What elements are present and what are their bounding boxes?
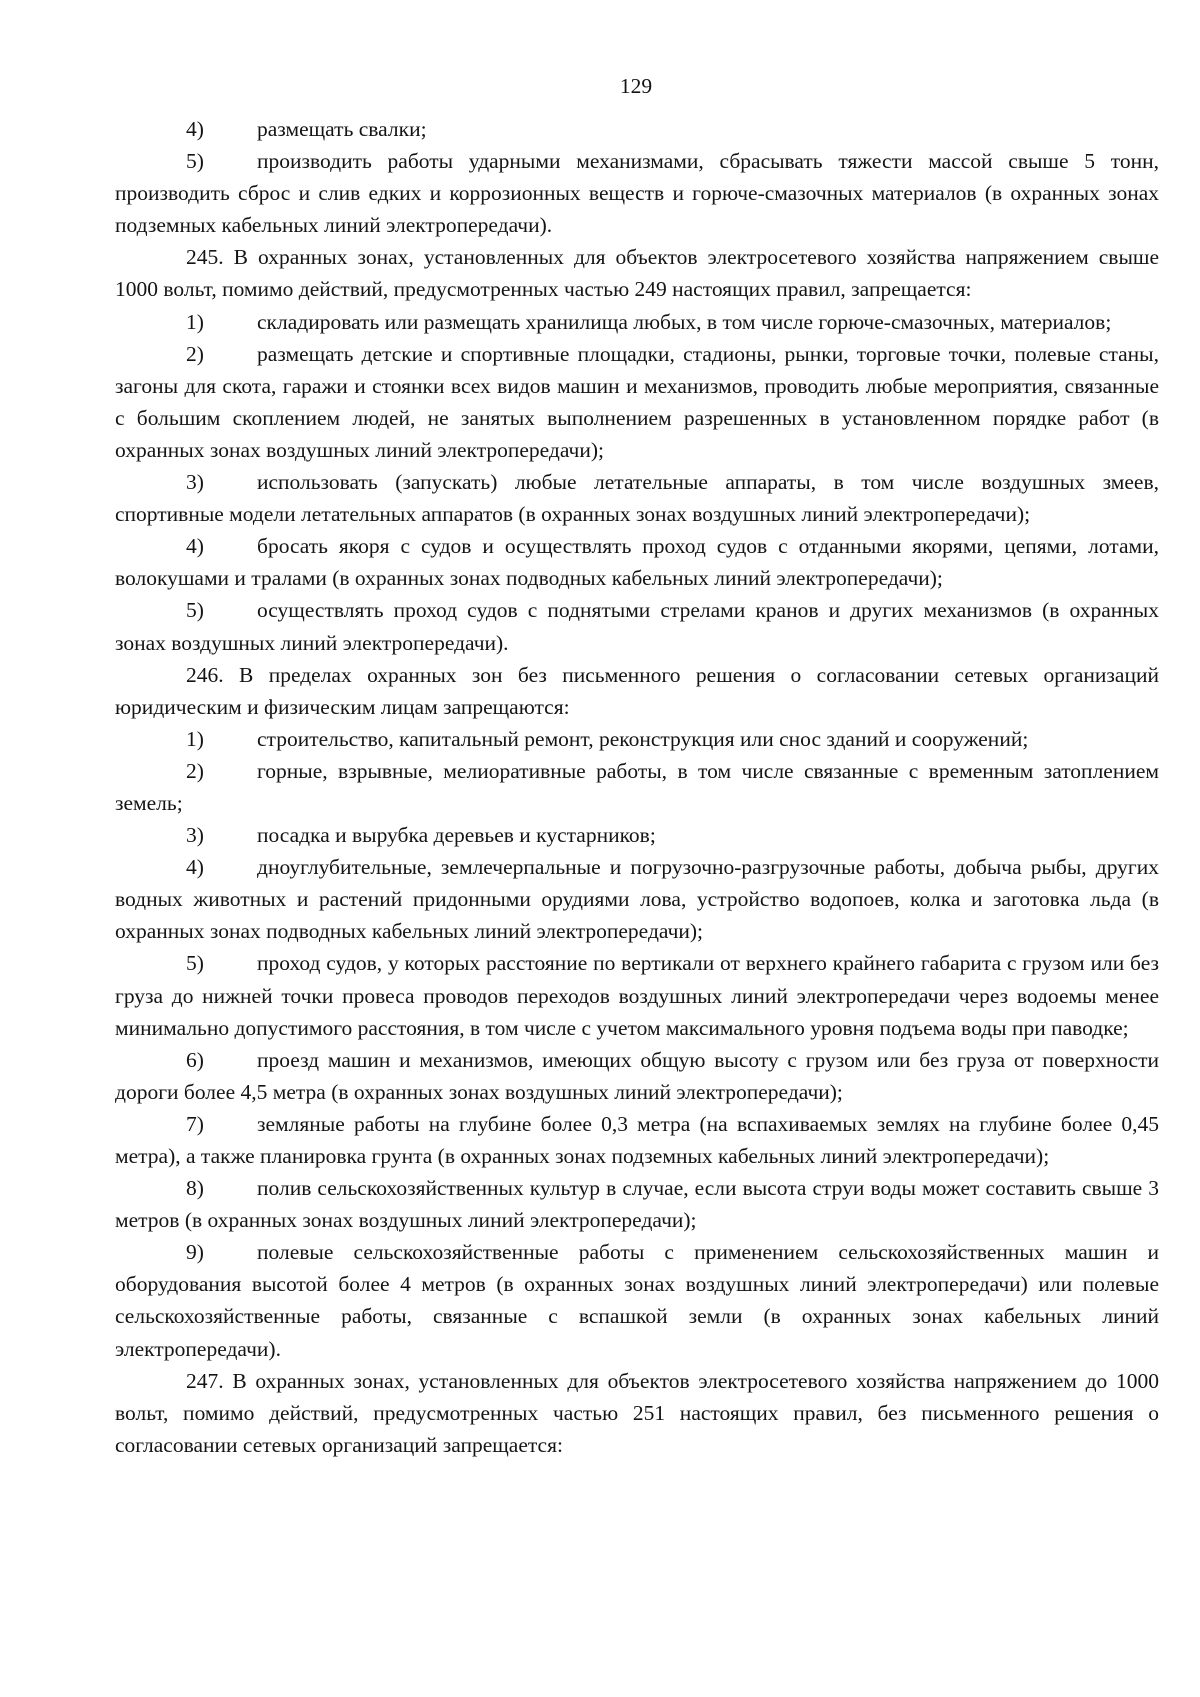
item-number: 5)	[186, 598, 204, 623]
item-number: 4)	[186, 534, 204, 559]
list-item	[115, 306, 1159, 338]
item-number: 1)	[186, 726, 204, 751]
item-text: полевые сельскохозяйственные работы с применением сельскохозяйственных машин и оборудования высотой более 4 метров (в охранных зонах воздушных линий электропередачи) или полевые сельскохозяйственные работы, связанные с вспашкой земли (в охранных зонах кабельных линий электропередачи).	[115, 1240, 1159, 1361]
list-item	[115, 594, 1159, 658]
item-number: 1)	[186, 309, 204, 334]
list-item	[115, 1044, 1159, 1108]
list-item	[115, 1172, 1159, 1236]
item-text: посадка и вырубка деревьев и кустарников;	[257, 823, 656, 848]
item-number: 4)	[186, 855, 204, 880]
document-body	[115, 113, 1159, 1461]
list-item	[115, 819, 1159, 851]
item-text: осуществлять проход судов с поднятыми стрелами кранов и других механизмов (в охранных зонах воздушных линий электропередачи).	[115, 598, 1159, 655]
item-text: земляные работы на глубине более 0,3 метра (на вспахиваемых землях на глубине более 0,45 метра), а также планировка грунта (в охранных зонах подземных кабельных линий электропередачи);	[115, 1111, 1159, 1168]
item-number: 4)	[186, 117, 204, 141]
list-item	[115, 338, 1159, 466]
section-paragraph-247	[115, 1365, 1159, 1461]
item-text: проезд машин и механизмов, имеющих общую высоту с грузом или без груза от поверхности дороги более 4,5 метра (в охранных зонах воздушных линий электропередачи);	[115, 1047, 1159, 1104]
item-number: 2)	[186, 341, 204, 366]
section-paragraph-245	[115, 241, 1159, 305]
item-text: размещать свалки;	[257, 117, 427, 141]
item-text: размещать детские и спортивные площадки, стадионы, рынки, торговые точки, полевые станы, загоны для скота, гаражи и стоянки всех видов машин и механизмов, проводить любые мероприятия, связанные с большим скоплением людей, не занятых выполнением разрешенных в установленном порядке работ (в охранных зонах воздушных линий электропередачи);	[115, 341, 1159, 462]
item-text: бросать якоря с судов и осуществлять проход судов с отданными якорями, цепями, лотами, волокушами и тралами (в охранных зонах подводных кабельных линий электропередачи);	[115, 534, 1159, 591]
item-text: дноуглубительные, землечерпальные и погрузочно-разгрузочные работы, добыча рыбы, других водных животных и растений придонными орудиями лова, устройство водопоев, колка и заготовка льда (в охранных зонах подводных кабельных линий электропередачи);	[115, 855, 1159, 944]
item-number: 9)	[186, 1240, 204, 1265]
item-text: проход судов, у которых расстояние по вертикали от верхнего крайнего габарита с грузом или без груза до нижней точки провеса проводов переходов воздушных линий электропередачи через водоемы менее минимально допустимого расстояния, в том числе с учетом максимального уровня подъема воды при паводке;	[115, 951, 1159, 1040]
page-number: 129	[619, 74, 653, 98]
paragraph-text: 246. В пределах охранных зон без письменного решения о согласовании сетевых организаций юридическим и физическим лицам запрещаются:	[115, 662, 1159, 719]
item-number: 3)	[186, 470, 204, 495]
list-item	[115, 145, 1159, 241]
list-item	[115, 113, 1159, 145]
section-paragraph-246	[115, 659, 1159, 723]
item-number: 5)	[186, 149, 204, 174]
list-item	[115, 466, 1159, 530]
item-number: 6)	[186, 1047, 204, 1072]
paragraph-text: 247. В охранных зонах, установленных для объектов электросетевого хозяйства напряжением до 1000 вольт, помимо действий, предусмотренных частью 251 настоящих правил, без письменного решения о согласовании сетевых организаций запрещается:	[115, 1368, 1159, 1457]
item-number: 2)	[186, 758, 204, 783]
list-item	[115, 1236, 1159, 1364]
item-text: горные, взрывные, мелиоративные работы, в том числе связанные с временным затоплением земель;	[115, 758, 1159, 815]
paragraph-text: 245. В охранных зонах, установленных для объектов электросетевого хозяйства напряжением свыше 1000 вольт, помимо действий, предусмотренных частью 249 настоящих правил, запрещается:	[115, 245, 1159, 302]
item-number: 3)	[186, 823, 204, 848]
item-number: 8)	[186, 1176, 204, 1201]
item-number: 7)	[186, 1111, 204, 1136]
list-item	[115, 851, 1159, 947]
item-text: производить работы ударными механизмами, сбрасывать тяжести массой свыше 5 тонн, производить сброс и слив едких и коррозионных веществ и горюче-смазочных материалов (в охранных зонах подземных кабельных линий электропередачи).	[115, 149, 1159, 238]
item-text: использовать (запускать) любые летательные аппараты, в том числе воздушных змеев, спортивные модели летательных аппаратов (в охранных зонах воздушных линий электропередачи);	[115, 470, 1159, 527]
list-item	[115, 755, 1159, 819]
item-text: строительство, капитальный ремонт, реконструкция или снос зданий и сооружений;	[257, 726, 1029, 751]
list-item	[115, 1108, 1159, 1172]
list-item	[115, 530, 1159, 594]
item-text: полив сельскохозяйственных культур в случае, если высота струи воды может составить свыше 3 метров (в охранных зонах воздушных линий электропередачи);	[115, 1176, 1159, 1233]
item-text: складировать или размещать хранилища любых, в том числе горюче-смазочных, материалов;	[257, 309, 1112, 334]
list-item	[115, 947, 1159, 1043]
list-item	[115, 723, 1159, 755]
item-number: 5)	[186, 951, 204, 976]
